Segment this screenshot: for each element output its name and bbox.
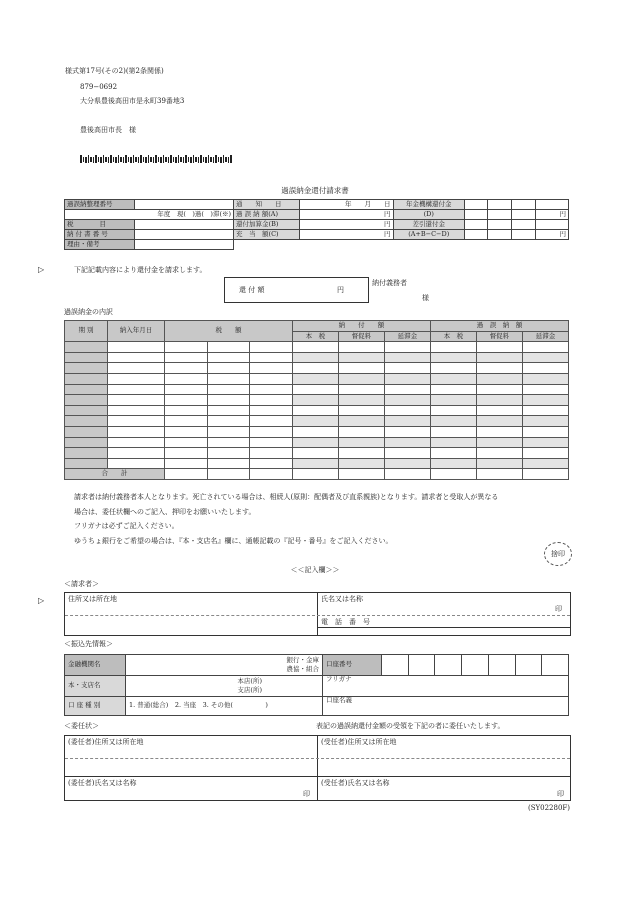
ininjo-heading: ＜委任状＞ [64, 722, 99, 730]
note-line: フリガナは必ずご記入ください。 [74, 522, 179, 530]
breakdown-row [65, 458, 569, 469]
postal-code: 879−0692 [80, 83, 118, 91]
kago-no-label: 過誤納整理番号 [65, 200, 135, 210]
breakdown-row [65, 352, 569, 363]
breakdown-row [65, 373, 569, 384]
requester-box: 住所又は所在地 氏名又は名称 印 電 話 番 号 [64, 592, 571, 636]
note-line: 請求者は納付義務者本人となります。死亡されている場合は、相続人(原則：配偶者及び直系親族)となります。請求者と受取人が異なる [74, 493, 499, 501]
seikyusha-heading: ＜請求者＞ [64, 580, 99, 588]
inin-text: 表記の過誤納還付金額の受領を下記の者に委任いたします。 [316, 722, 505, 730]
notes [74, 490, 498, 548]
kinyu-ran-heading: ＜＜記入欄＞＞ [290, 566, 340, 574]
recipient: 豊後高田市長 様 [80, 126, 136, 134]
bank-table: 金融機関名 銀行・金庫 農協・組合 口座番号 本・支店名 本店(所) 支店(所) フリガナ 口 座 種 別 1. 普通(総合) 2. 当座 3. その他( ) 口座名義 [64, 654, 569, 716]
triangle-marker-icon: ▷ [38, 596, 45, 605]
breakdown-title: 過誤納金の内訳 [64, 308, 113, 316]
breakdown-row [65, 363, 569, 374]
sute-in-stamp: 捨印 [544, 542, 572, 566]
address: 大分県豊後高田市是永町39番地3 [80, 97, 185, 105]
note-line: 場合は、委任状欄へのご記入、押印をお願いいたします。 [74, 507, 256, 516]
sama-label: 様 [422, 294, 429, 302]
total-row: 合 計 [65, 469, 569, 480]
refund-amount-box: 還 付 額 円 [224, 277, 369, 303]
taxpayer-label: 納付義務者 [372, 279, 407, 287]
breakdown-row [65, 342, 569, 353]
breakdown-row [65, 384, 569, 395]
breakdown-row [65, 426, 569, 437]
form-number: 様式第17号(その2)(第2条関係) [65, 67, 164, 75]
form-code: (SY02280F) [528, 804, 571, 812]
breakdown-row [65, 395, 569, 406]
top-info-table: 過誤納整理番号 通 知 日 年 月 日 年金機構還付金 年度 現( )過( )滞(※) 過 誤 納 額(A) 円 (D) 円 税 目 還付加算金(B) 円 差引還付金 納 付 書 番 号 充 当 額(C) 円 (A+B−C−D) 円 理由・備考 [64, 199, 569, 250]
breakdown-table: 期 別 納入年月日 税 額 納 付 額 過 誤 納 額 本 税 督促料 延滞金 本 税 督促料 延滞金 合 計 [64, 320, 569, 480]
request-line: 下記記載内容により還付金を請求します。 [74, 266, 207, 274]
breakdown-row [65, 448, 569, 459]
postal-barcode-image [80, 155, 233, 163]
note-line: ゆうちょ銀行をご希望の場合は、『本・支店名』欄に、通帳記載の『記号・番号』をご記入ください。 [74, 536, 393, 545]
breakdown-row [65, 416, 569, 427]
breakdown-row [65, 437, 569, 448]
furikomi-heading: ＜振込先情報＞ [64, 640, 113, 648]
breakdown-row [65, 405, 569, 416]
delegation-box: (委任者)住所又は所在地 (受任者)住所又は所在地 (委任者)氏名又は名称 印 (受任者)氏名又は名称 印 [64, 735, 571, 801]
form-title: 過誤納金還付請求書 [281, 186, 349, 195]
triangle-marker-icon: ▷ [38, 265, 45, 274]
